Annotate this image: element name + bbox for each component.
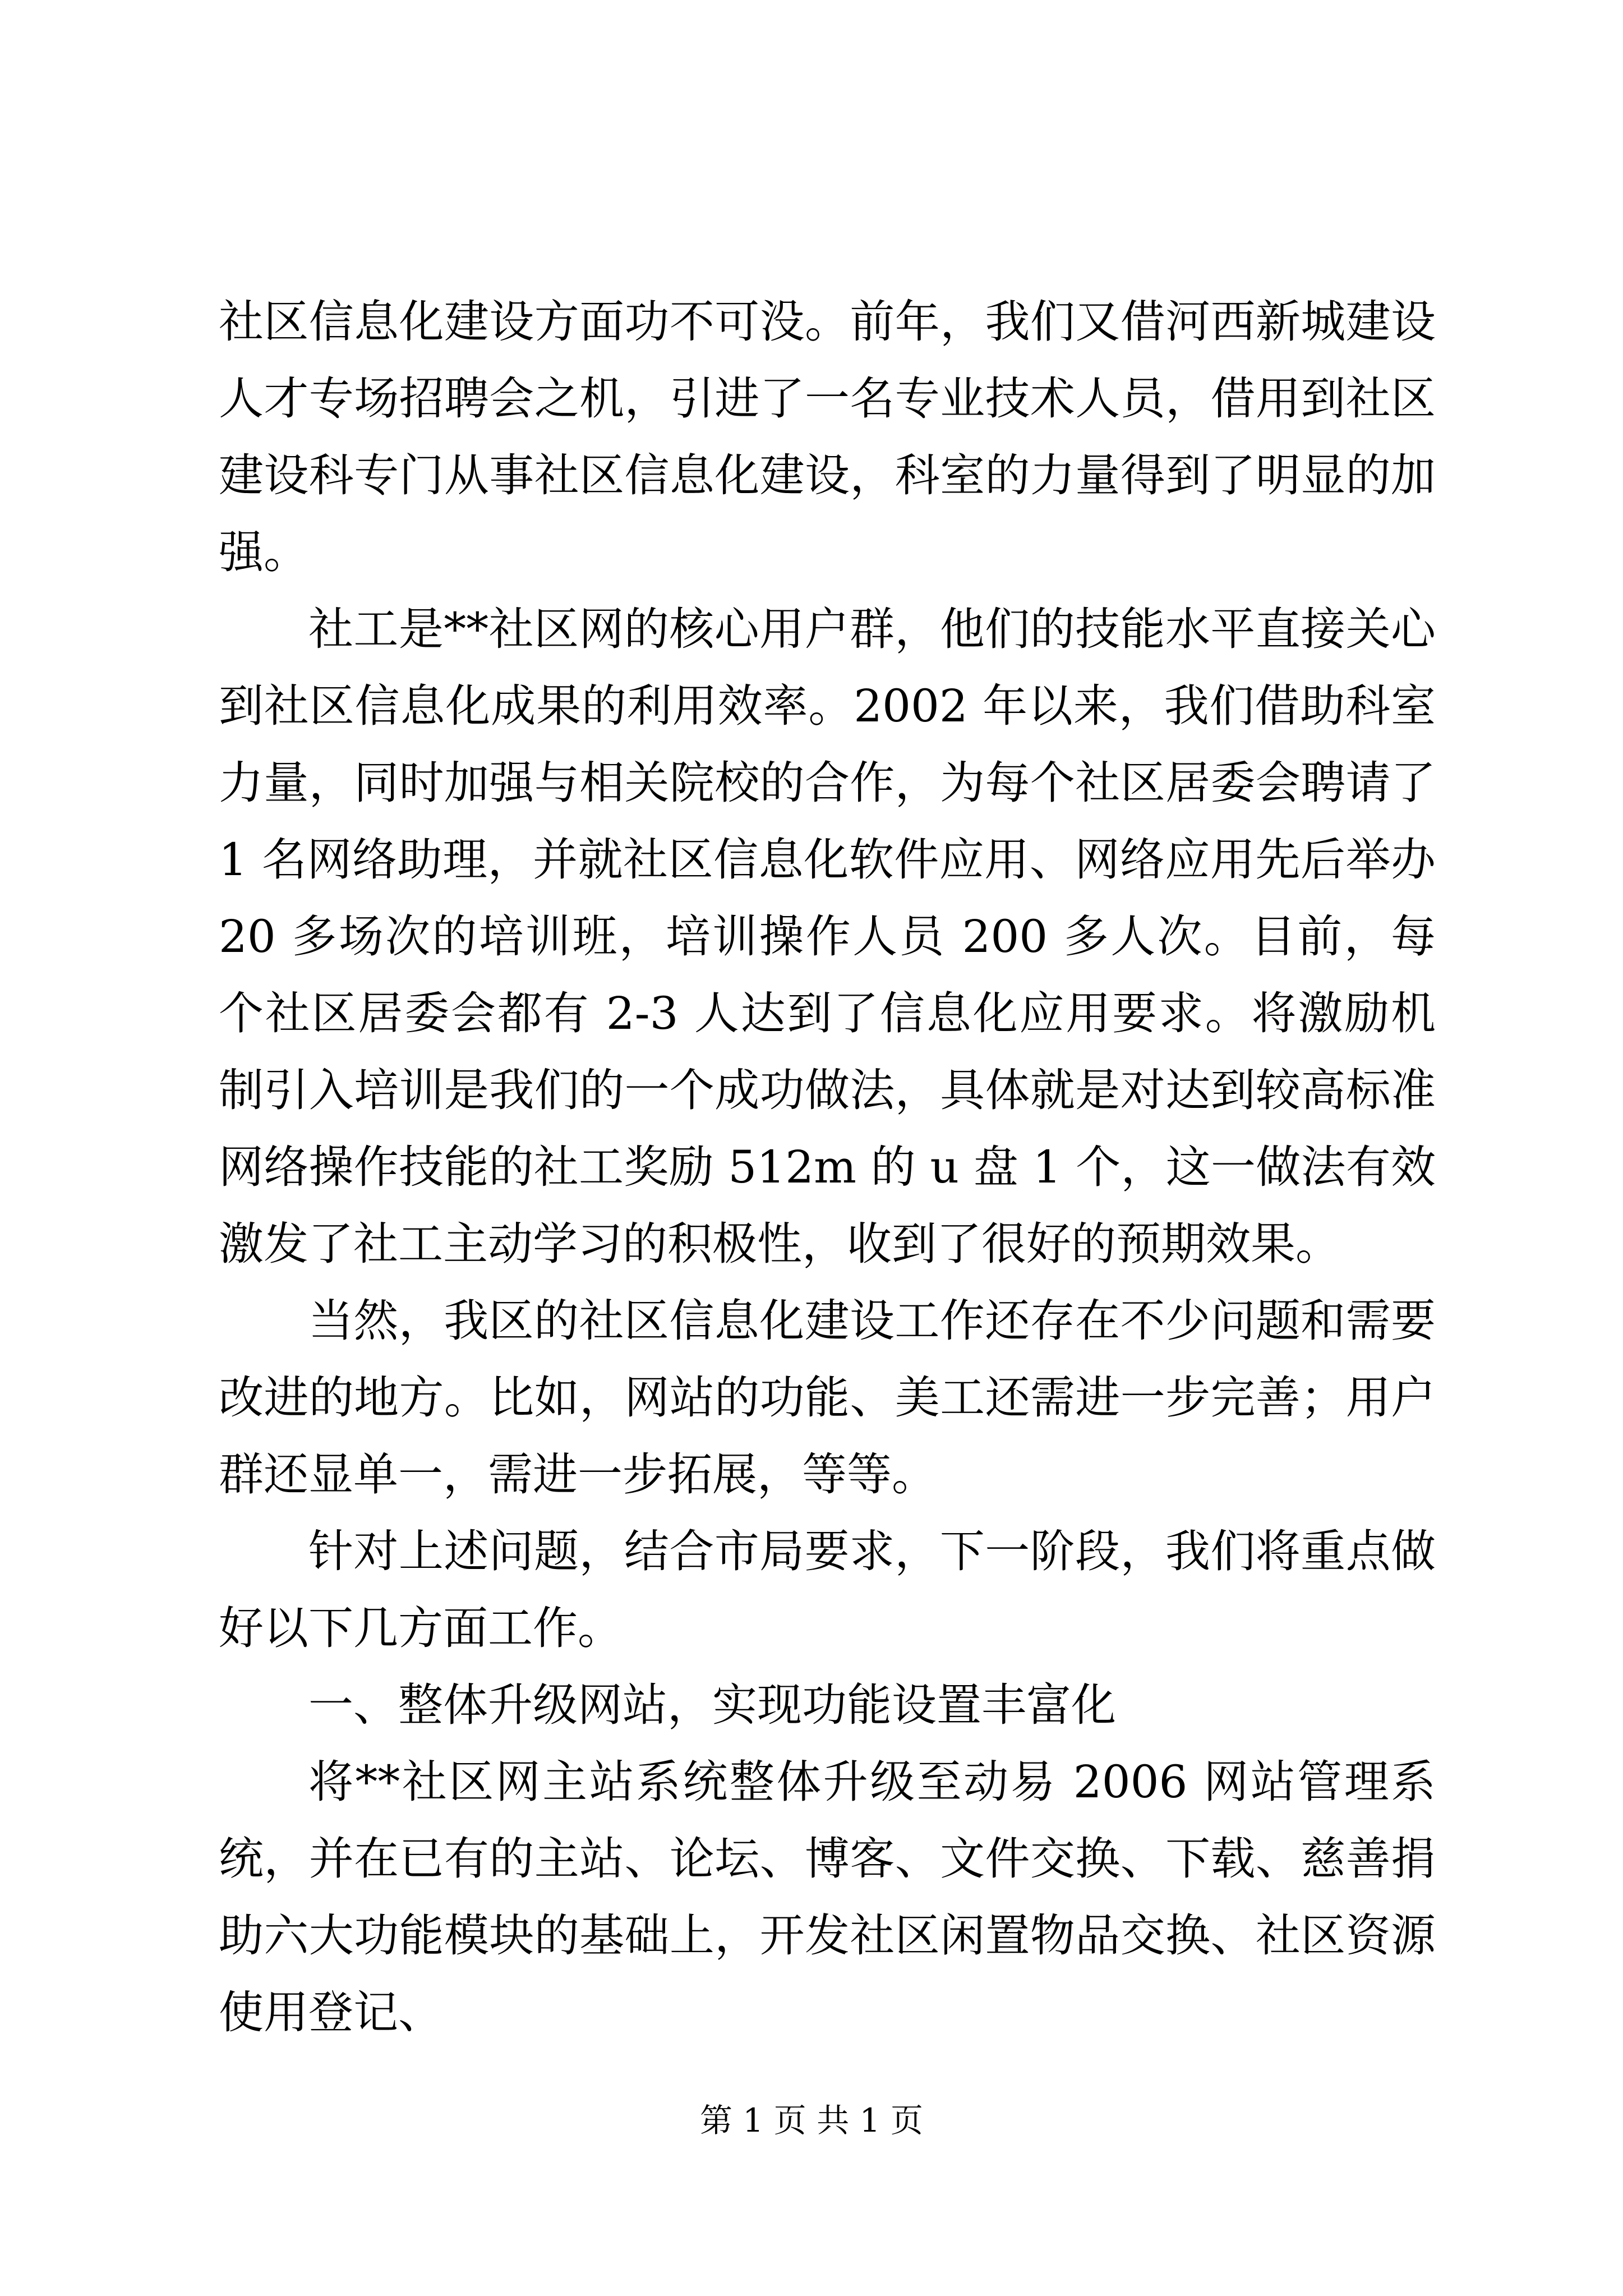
document-body	[219, 283, 1436, 2051]
paragraph-2: 社工是**社区网的核心用户群，他们的技能水平直接关心到社区信息化成果的利用效率。2002 年以来，我们借助科室力量，同时加强与相关院校的合作，为每个社区居委会聘请了 1 名网络助理，并就社区信息化软件应用、网络应用先后举办 20 多场次的培训班，培训操作人员 200 多人次。目前，每个社区居委会都有 2-3 人达到了信息化应用要求。将激励机制引入培训是我们的一个成功做法，具体就是对达到较高标准网络操作技能的社工奖励 512m 的 u 盘 1 个，这一做法有效激发了社工主动学习的积极性，收到了很好的预期效果。	[219, 603, 1436, 1270]
paragraph-1: 社区信息化建设方面功不可没。前年，我们又借河西新城建设人才专场招聘会之机，引进了一名专业技术人员，借用到社区建设科专门从事社区信息化建设，科室的力量得到了明显的加强。	[219, 296, 1436, 578]
paragraph-4: 针对上述问题，结合市局要求，下一阶段，我们将重点做好以下几方面工作。	[219, 1525, 1436, 1654]
paragraph-6: 将**社区网主站系统整体升级至动易 2006 网站管理系统，并在已有的主站、论坛、博客、文件交换、下载、慈善捐助六大功能模块的基础上，开发社区闲置物品交换、社区资源使用登记、	[219, 1756, 1436, 2039]
paragraph-3: 当然，我区的社区信息化建设工作还存在不少问题和需要改进的地方。比如，网站的功能、美工还需进一步完善；用户群还显单一，需进一步拓展，等等。	[219, 1295, 1436, 1501]
section-heading-1: 一、整体升级网站，实现功能设置丰富化	[308, 1679, 1116, 1731]
page-number-footer: 第 1 页 共 1 页	[700, 2101, 923, 2139]
